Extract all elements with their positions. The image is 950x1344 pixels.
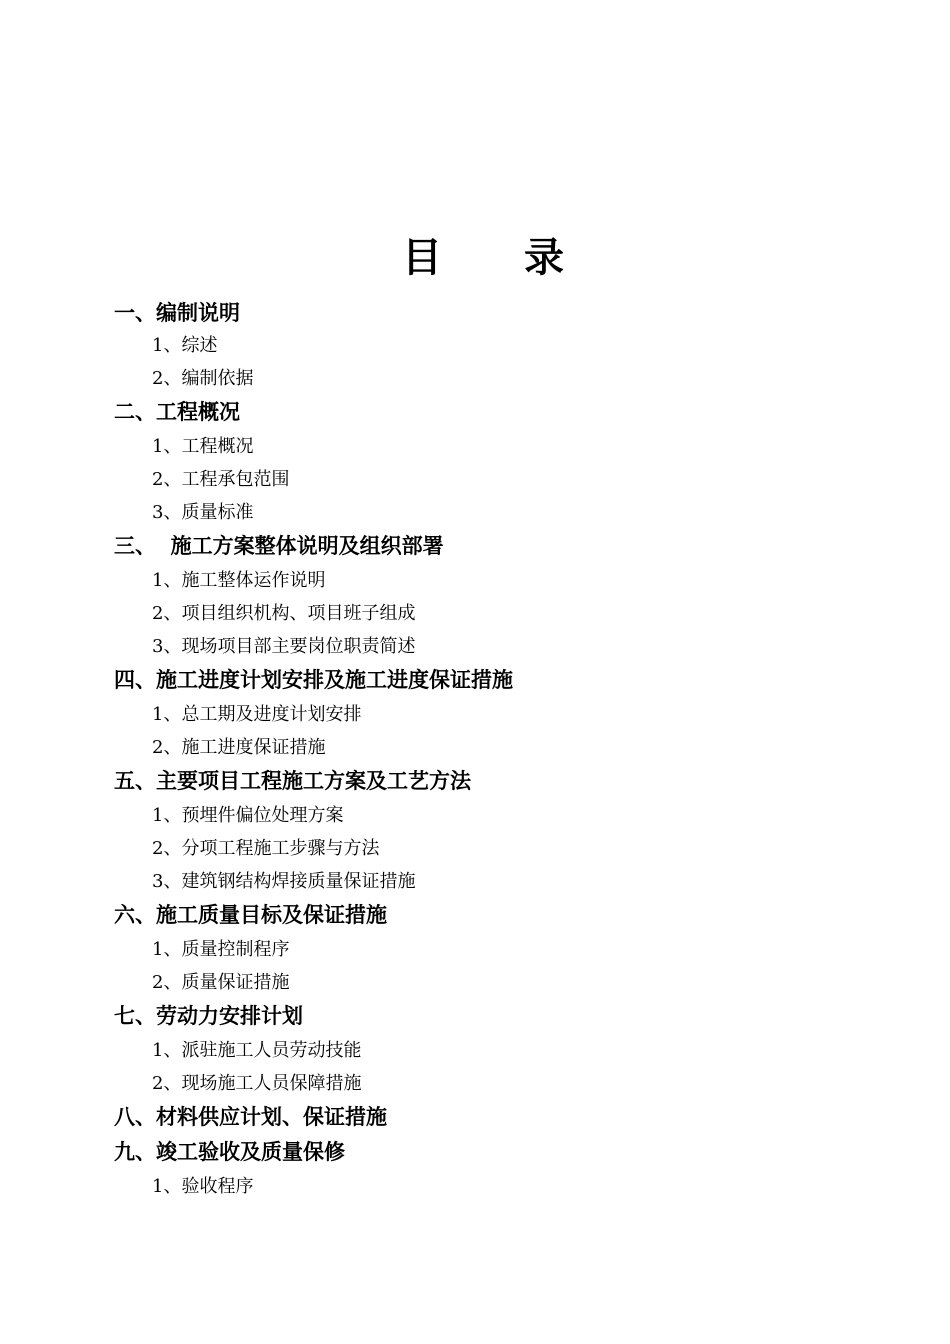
toc-section-1 <box>114 296 914 395</box>
list-item[interactable]: 2、质量保证措施 <box>152 972 290 993</box>
list-item[interactable]: 1、预埋件偏位处理方案 <box>152 805 344 826</box>
section-heading[interactable]: 七、劳动力安排计划 <box>114 1004 303 1028</box>
section-heading[interactable]: 九、竣工验收及质量保修 <box>114 1140 345 1164</box>
list-item[interactable]: 1、验收程序 <box>152 1176 254 1197</box>
section-heading[interactable]: 八、材料供应计划、保证措施 <box>114 1105 387 1129</box>
list-item[interactable]: 2、施工进度保证措施 <box>152 737 326 758</box>
page-title: 目 录 <box>402 234 598 281</box>
section-heading[interactable]: 三、 施工方案整体说明及组织部署 <box>114 534 444 558</box>
sub-list <box>114 1034 914 1100</box>
list-item[interactable]: 1、质量控制程序 <box>152 939 290 960</box>
list-item[interactable]: 1、工程概况 <box>152 436 254 457</box>
list-item[interactable]: 2、编制依据 <box>152 368 254 389</box>
toc-section-6 <box>114 898 914 999</box>
table-of-contents <box>114 296 914 1203</box>
list-item[interactable]: 2、分项工程施工步骤与方法 <box>152 838 380 859</box>
list-item[interactable]: 3、建筑钢结构焊接质量保证措施 <box>152 871 416 892</box>
section-heading[interactable]: 二、工程概况 <box>114 400 240 424</box>
toc-section-9 <box>114 1135 914 1203</box>
toc-section-3 <box>114 529 914 663</box>
list-item[interactable]: 1、施工整体运作说明 <box>152 570 326 591</box>
sub-list <box>114 430 914 529</box>
toc-section-4 <box>114 663 914 764</box>
sub-list <box>114 564 914 663</box>
toc-section-7 <box>114 999 914 1100</box>
toc-section-2 <box>114 395 914 529</box>
section-heading[interactable]: 六、施工质量目标及保证措施 <box>114 903 387 927</box>
section-heading[interactable]: 五、主要项目工程施工方案及工艺方法 <box>114 769 471 793</box>
toc-section-5 <box>114 764 914 898</box>
sub-list <box>114 698 914 764</box>
sub-list <box>114 1170 914 1203</box>
sub-list <box>114 933 914 999</box>
list-item[interactable]: 2、现场施工人员保障措施 <box>152 1073 362 1094</box>
sub-list <box>114 799 914 898</box>
section-heading[interactable]: 一、编制说明 <box>114 301 240 325</box>
list-item[interactable]: 3、质量标准 <box>152 502 254 523</box>
list-item[interactable]: 1、派驻施工人员劳动技能 <box>152 1040 362 1061</box>
list-item[interactable]: 1、综述 <box>152 335 218 356</box>
list-item[interactable]: 3、现场项目部主要岗位职责简述 <box>152 636 416 657</box>
list-item[interactable]: 2、项目组织机构、项目班子组成 <box>152 603 416 624</box>
list-item[interactable]: 2、工程承包范围 <box>152 469 290 490</box>
section-heading[interactable]: 四、施工进度计划安排及施工进度保证措施 <box>114 668 513 692</box>
sub-list <box>114 329 914 395</box>
toc-section-8 <box>114 1100 914 1135</box>
list-item[interactable]: 1、总工期及进度计划安排 <box>152 704 362 725</box>
